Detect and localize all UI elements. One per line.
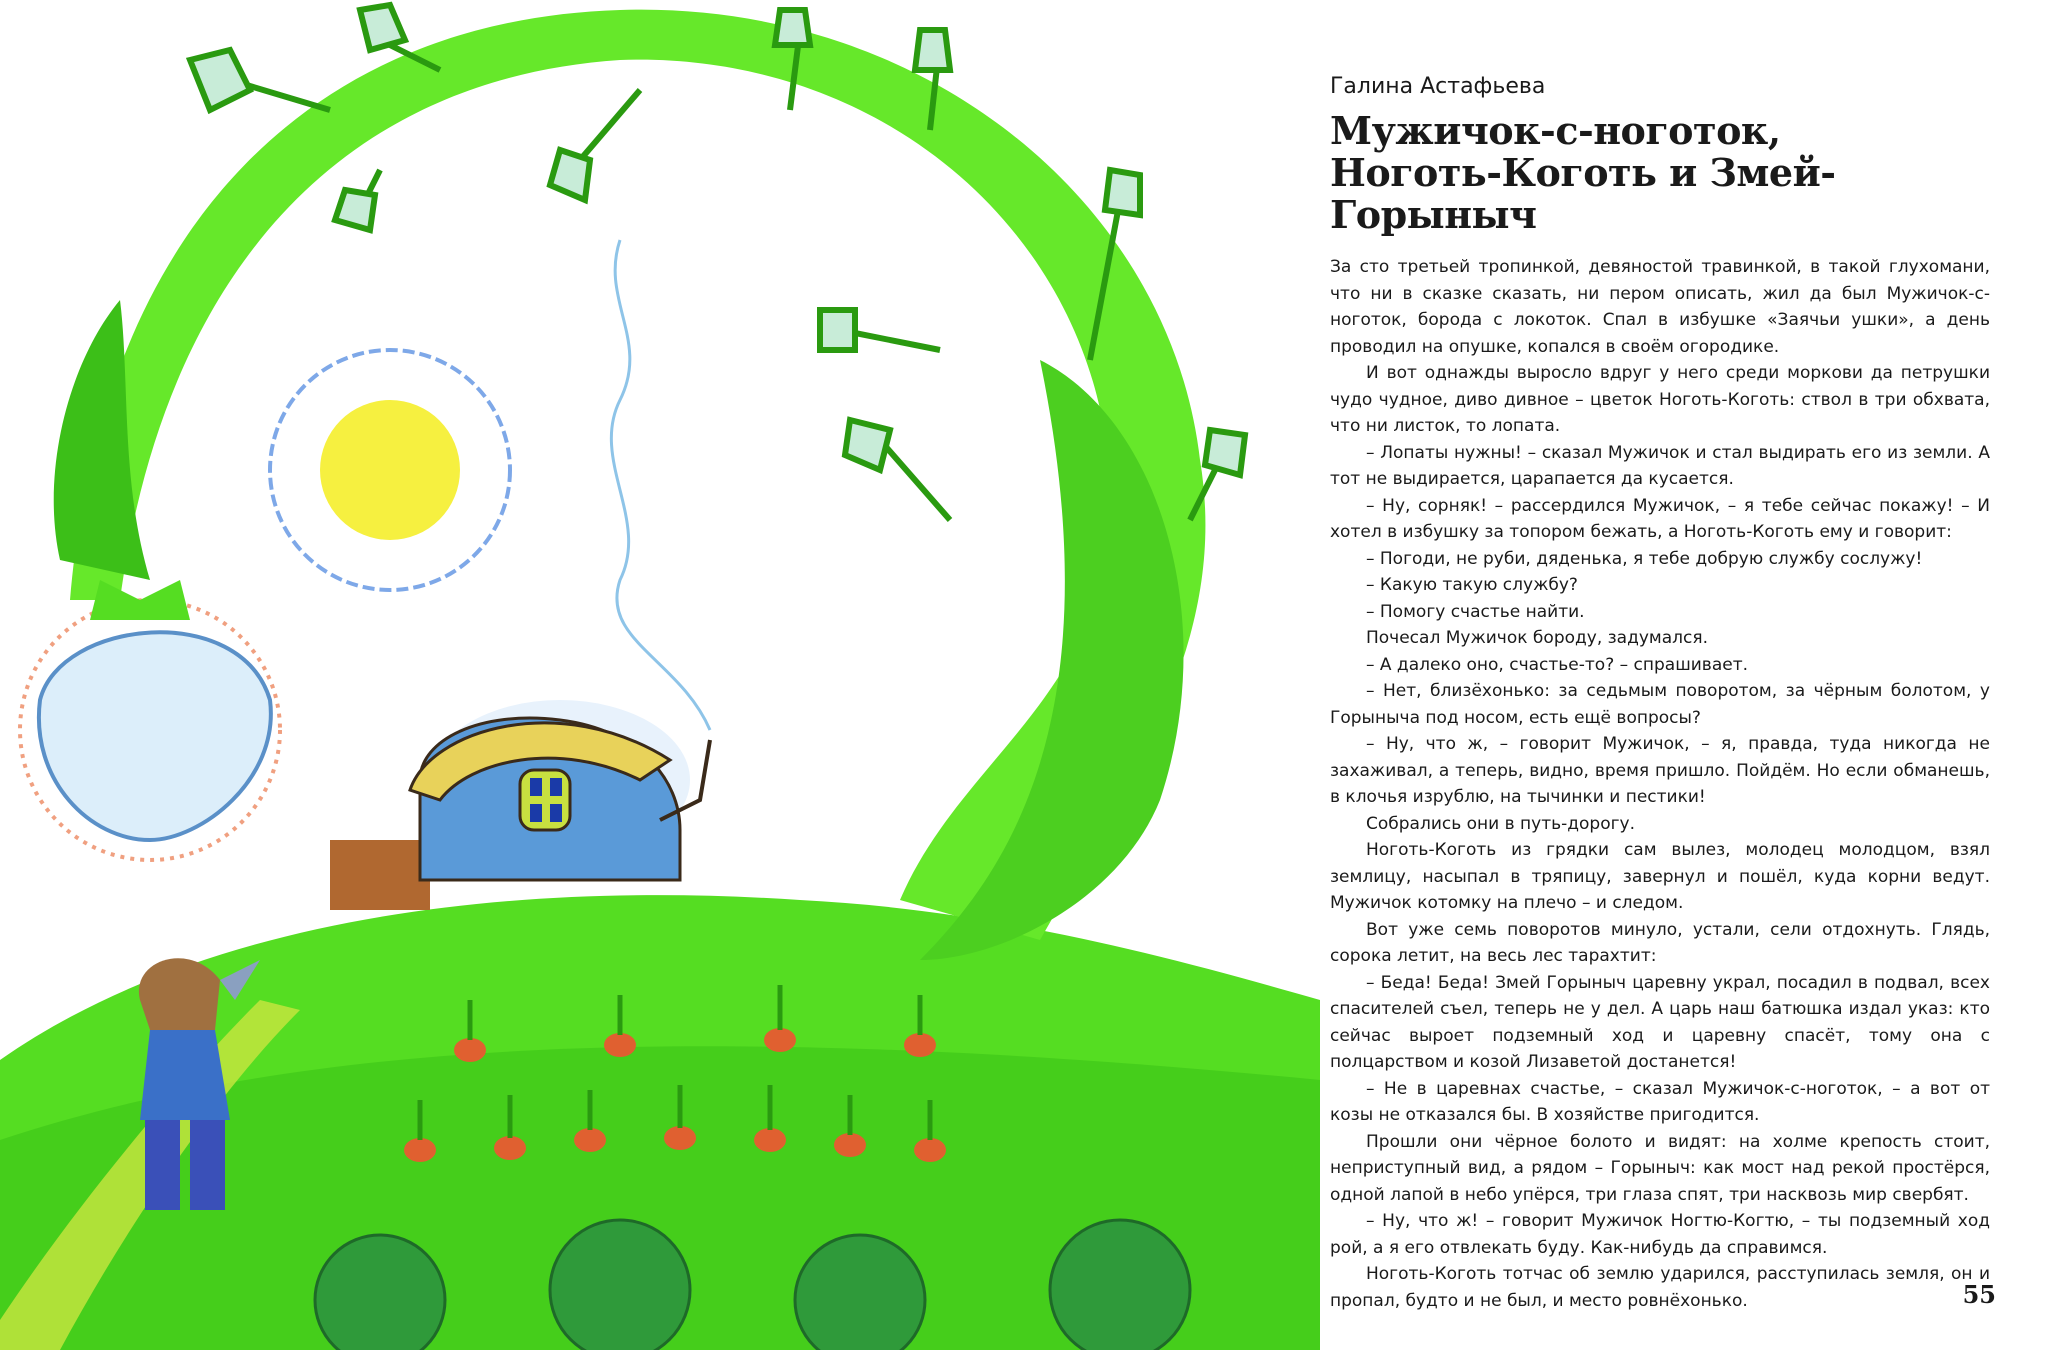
paragraph: Вот уже семь поворотов минуло, устали, сели отдохнуть. Глядь, сорока летит, на весь лес тарахтит:	[1330, 919, 1990, 966]
paragraph: И вот однажды выросло вдруг у него среди моркови да петрушки чудо чудное, диво дивное – цветок Ноготь-Коготь: ствол в три обхвата, что ни листок, то лопата.	[1330, 363, 1990, 436]
title-line-2: Ноготь-Коготь и Змей-Горыныч	[1330, 150, 1836, 237]
white-flower	[20, 580, 280, 860]
paragraph: – Помогу счастье найти.	[1366, 601, 1585, 622]
paragraph: – Какую такую службу?	[1366, 575, 1578, 595]
paragraph: Собрались они в путь-дорогу.	[1366, 813, 1636, 834]
story-body	[1330, 254, 1990, 1314]
paragraph: – Не в царевнах счастье, – сказал Мужичок-с-ноготок, – а вот от козы не отказался бы. В хозяйстве пригодится.	[1330, 1078, 1990, 1125]
paragraph: – Нет, близёхонько: за седьмым поворотом, за чёрным болотом, у Горыныча под носом, есть ещё вопросы?	[1330, 681, 1990, 728]
text-column	[1330, 72, 1990, 1314]
paragraph: Ноготь-Коготь из грядки сам вылез, молодец молодцом, взял землицу, насыпал в тряпицу, завернул и пошёл, куда корни ведут. Мужичок котомку на плечо – и следом.	[1330, 840, 1990, 913]
paragraph: – А далеко оно, счастье-то? – спрашивает.	[1366, 654, 1749, 675]
hut	[330, 700, 710, 910]
paragraph: – Лопаты нужны! – сказал Мужичок и стал выдирать его из земли. А тот не выдирается, царапается да кусается.	[1330, 442, 1990, 489]
paragraph: Почесал Мужичок бороду, задумался.	[1366, 628, 1708, 648]
title-line-1: Мужичок-с-ноготок,	[1330, 108, 1781, 153]
paragraph: Ноготь-Коготь тотчас об землю ударился, расступилась земля, он и пропал, будто и не был, и место ровнёхонько.	[1330, 1264, 1990, 1311]
paragraph: За сто третьей тропинкой, девяностой травинкой, в такой глухомани, что ни в сказке сказать, ни пером описать, жил да был Мужичок-с-ноготок, борода с локоток. Спал в избушке «Заячьи ушки», а день проводил на опушке, копался в своём огородике.	[1330, 257, 1990, 357]
paragraph: Прошли они чёрное болото и видят: на холме крепость стоит, неприступный вид, а рядом – Горыныч: как мост над рекой простёрся, одной лапой в небо упёрся, три глаза спят, три насквозь мир свербят.	[1330, 1131, 1990, 1205]
paragraph: – Ну, что ж! – говорит Мужичок Ногтю-Когтю, – ты подземный ход рой, а я его отвлекать буду. Как-нибудь да справимся.	[1330, 1211, 1990, 1258]
story-title	[1330, 110, 1990, 236]
paragraph: – Беда! Беда! Змей Горыныч царевну украл, посадил в подвал, всех спасителей съел, теперь не у дел. А царь наш батюшка издал указ: кто сейчас выроет подземный ход и царевну спасёт, тому она с полцарством и козой Лизаветой достанется!	[1330, 972, 1990, 1072]
paragraph: – Погоди, не руби, дяденька, я тебе добрую службу сослужу!	[1366, 548, 1923, 569]
chimney-smoke	[611, 240, 710, 730]
author-name: Галина Астафьева	[1330, 74, 1546, 99]
page-number: 55	[1962, 1280, 1996, 1309]
paragraph: – Ну, что ж, – говорит Мужичок, – я, правда, туда никогда не захаживал, а теперь, видно, время пришло. Пойдём. Но если обманешь, в клочья изрублю, на тычинки и пестики!	[1330, 734, 1990, 807]
sun	[270, 350, 510, 590]
paragraph: – Ну, сорняк! – рассердился Мужичок, – я тебе сейчас покажу! – И хотел в избушку за топором бежать, а Ноготь-Коготь ему и говорит:	[1330, 495, 1990, 542]
